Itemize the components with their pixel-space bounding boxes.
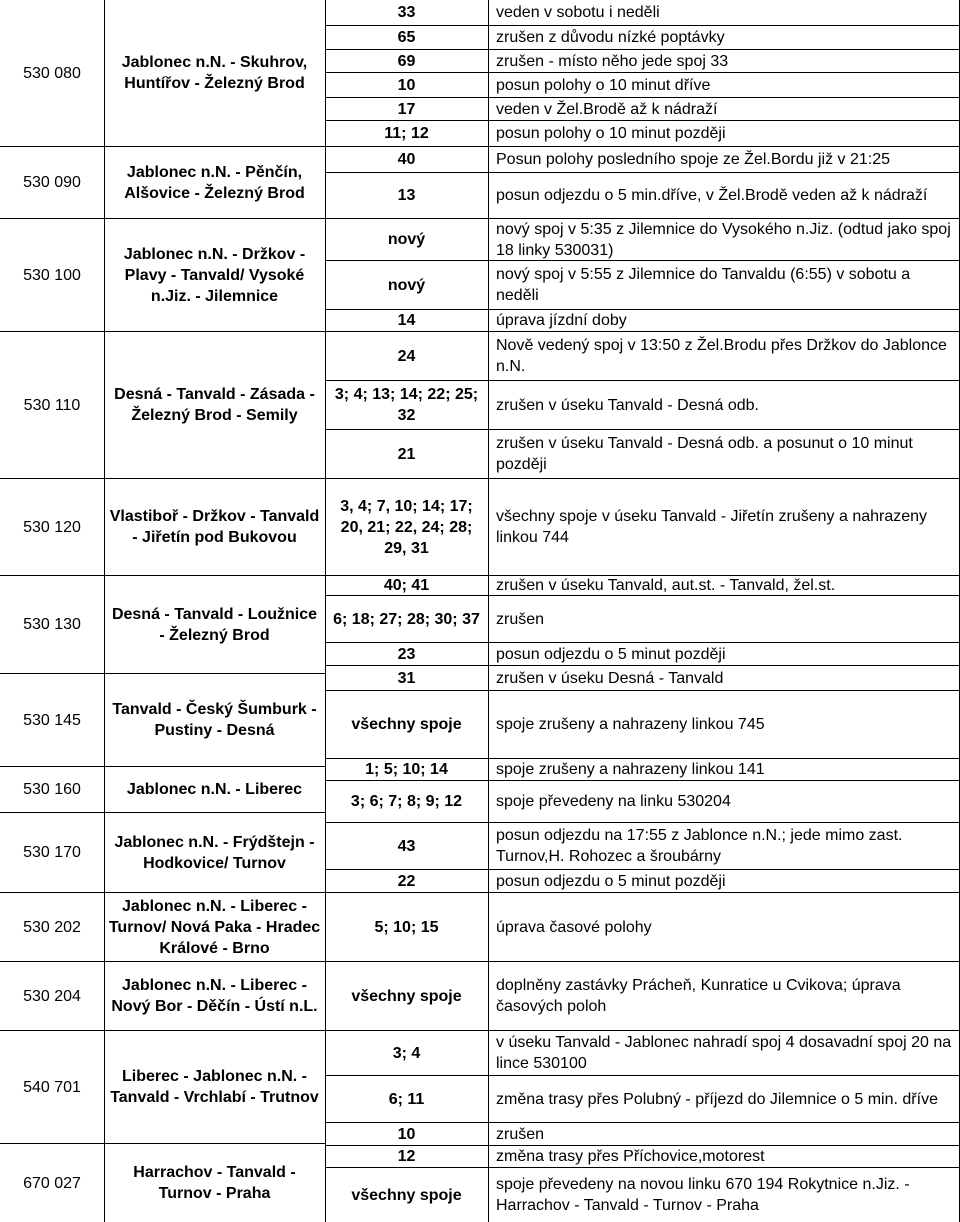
change-note: všechny spoje v úseku Tanvald - Jiřetín zrušeny a nahrazeny linkou 744 [488,478,960,575]
connection-numbers: 11; 12 [325,120,488,146]
connection-numbers: 43 [325,822,488,869]
change-note: posun odjezdu o 5 minut později [488,642,960,665]
change-note: spoje zrušeny a nahrazeny linkou 141 [488,758,960,780]
change-note: zrušen [488,595,960,642]
change-note: zrušen v úseku Tanvald, aut.st. - Tanvald, žel.st. [488,575,960,595]
connection-numbers: 40; 41 [325,575,488,595]
connection-numbers: 33 [397,4,416,21]
connection-numbers: 65 [325,25,488,49]
change-note: posun odjezdu o 5 minut později [488,869,960,892]
connection-numbers: 10 [325,72,488,97]
connection-numbers: 6; 11 [325,1075,488,1122]
route-name: Liberec - Jablonec n.N. - Tanvald - Vrchlabí - Trutnov [104,1030,325,1143]
connection-numbers: 40 [325,146,488,172]
route-name: Jablonec n.N. - Skuhrov, Huntířov - Železný Brod [121,54,308,92]
column-divider [488,0,489,1222]
connection-numbers: nový [325,260,488,309]
connection-numbers: 22 [325,869,488,892]
change-note: Posun polohy posledního spoje ze Žel.Bordu již v 21:25 [488,146,960,172]
route-name: Desná - Tanvald - Loužnice - Železný Brod [104,575,325,673]
connection-numbers: 13 [325,172,488,218]
change-note: zrušen v úseku Desná - Tanvald [488,665,960,690]
line-number: 530 145 [0,673,104,766]
connection-numbers: 3; 4; 13; 14; 22; 25; 32 [325,380,488,429]
route-name: Desná - Tanvald - Zásada - Železný Brod - Semily [104,331,325,478]
column-divider [104,0,105,1222]
route-name: Jablonec n.N. - Frýdštejn - Hodkovice/ Turnov [104,812,325,892]
line-number: 670 027 [0,1143,104,1222]
connection-numbers: 31 [325,665,488,690]
line-number: 530 202 [0,892,104,961]
connection-numbers: 24 [325,331,488,380]
line-number: 530 204 [0,961,104,1030]
connection-numbers: 6; 18; 27; 28; 30; 37 [325,595,488,642]
connection-numbers: nový [325,218,488,260]
change-note: úprava časové polohy [488,892,960,961]
connection-numbers: 5; 10; 15 [325,892,488,961]
connection-numbers: 23 [325,642,488,665]
change-note: v úseku Tanvald - Jablonec nahradí spoj 4 dosavadní spoj 20 na lince 530100 [488,1030,960,1075]
route-name: Vlastiboř - Držkov - Tanvald - Jiřetín pod Bukovou [104,478,325,575]
line-number: 530 160 [0,766,104,812]
connection-numbers: 14 [325,309,488,331]
connection-numbers: všechny spoje [325,1167,488,1222]
change-note: zrušen v úseku Tanvald - Desná odb. a posunut o 10 minut později [488,429,960,478]
route-name: Harrachov - Tanvald - Turnov - Praha [104,1143,325,1222]
change-note: spoje zrušeny a nahrazeny linkou 745 [488,690,960,758]
route-name: Jablonec n.N. - Liberec - Turnov/ Nová Paka - Hradec Králové - Brno [104,892,325,961]
change-note: doplněny zastávky Prácheň, Kunratice u Cvikova; úprava časových poloh [488,961,960,1030]
change-note: veden v Žel.Brodě až k nádraží [488,97,960,120]
connection-numbers: 1; 5; 10; 14 [325,758,488,780]
connection-numbers: 21 [325,429,488,478]
line-number: 530 080 [23,64,81,82]
change-note: zrušen [488,1122,960,1145]
connection-numbers: 69 [325,49,488,72]
connection-numbers: 3; 4 [325,1030,488,1075]
change-note: spoje převedeny na linku 530204 [488,780,960,822]
connection-numbers: 3; 6; 7; 8; 9; 12 [325,780,488,822]
connection-numbers: 3, 4; 7, 10; 14; 17; 20, 21; 22, 24; 28; 29, 31 [325,478,488,575]
change-note: spoje převedeny na novou linku 670 194 Rokytnice n.Jiz. - Harrachov - Tanvald - Turnov - Praha [488,1167,960,1222]
change-note: změna trasy přes Polubný - příjezd do Jilemnice o 5 min. dříve [488,1075,960,1122]
line-number: 530 130 [0,575,104,673]
change-note: posun odjezdu na 17:55 z Jablonce n.N.; jede mimo zast. Turnov,H. Rohozec a šroubárny [488,822,960,869]
route-name: Jablonec n.N. - Držkov - Plavy - Tanvald/ Vysoké n.Jiz. - Jilemnice [104,218,325,331]
connection-numbers: 12 [325,1145,488,1167]
change-note: Nově vedený spoj v 13:50 z Žel.Brodu přes Držkov do Jablonce n.N. [488,331,960,380]
connection-numbers: všechny spoje [325,961,488,1030]
line-number: 540 701 [0,1030,104,1143]
route-name: Jablonec n.N. - Liberec [104,766,325,812]
line-number: 530 100 [0,218,104,331]
route-name: Jablonec n.N. - Pěnčín, Alšovice - Železný Brod [104,146,325,218]
connection-numbers: 17 [325,97,488,120]
line-number: 530 110 [0,331,104,478]
change-note: nový spoj v 5:35 z Jilemnice do Vysokého n.Jiz. (odtud jako spoj 18 linky 530031) [488,218,960,260]
change-note: posun odjezdu o 5 min.dříve, v Žel.Brodě veden až k nádraží [488,172,960,218]
change-note: zrušen v úseku Tanvald - Desná odb. [488,380,960,429]
change-note: zrušen z důvodu nízké poptávky [488,25,960,49]
column-divider [325,0,326,1222]
line-number: 530 090 [0,146,104,218]
line-number: 530 120 [0,478,104,575]
change-note: změna trasy přes Příchovice,motorest [488,1145,960,1167]
change-note: úprava jízdní doby [488,309,960,331]
change-note: nový spoj v 5:55 z Jilemnice do Tanvaldu (6:55) v sobotu a neděli [488,260,960,309]
change-note: veden v sobotu i neděli [496,4,660,21]
route-name: Jablonec n.N. - Liberec - Nový Bor - Děčín - Ústí n.L. [104,961,325,1030]
line-number: 530 170 [0,812,104,892]
connection-numbers: všechny spoje [325,690,488,758]
change-note: posun polohy o 10 minut dříve [488,72,960,97]
connection-numbers: 10 [325,1122,488,1145]
change-note: posun polohy o 10 minut později [488,120,960,146]
route-name: Tanvald - Český Šumburk - Pustiny - Desná [104,673,325,766]
change-note: zrušen - místo něho jede spoj 33 [488,49,960,72]
